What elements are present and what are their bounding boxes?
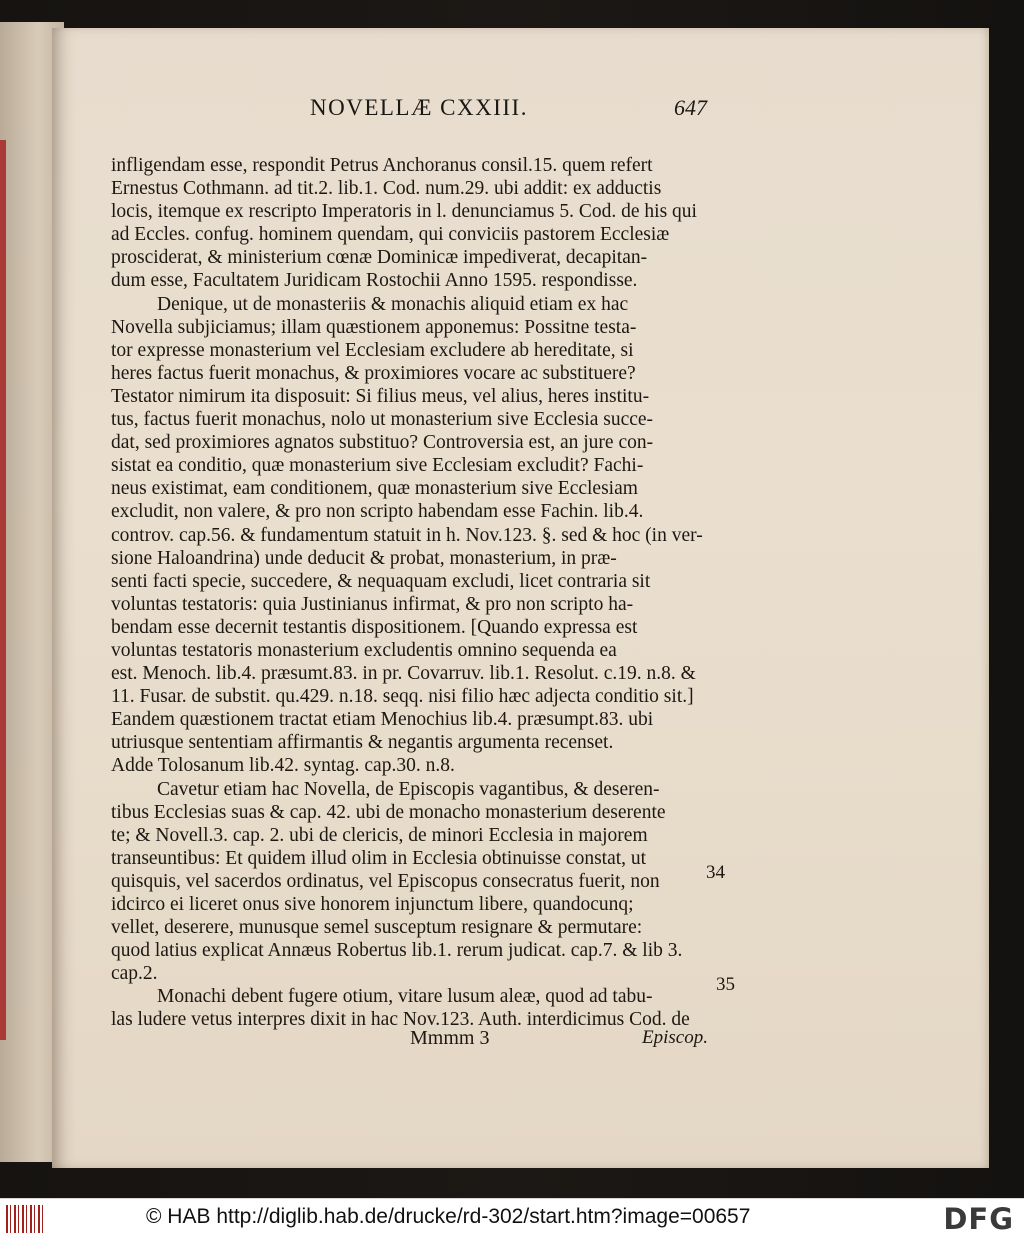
book-binding-edge — [0, 140, 6, 1040]
text-line: Novella subjiciamus; illam quæstionem apponemus: Possitne testa- — [111, 316, 637, 338]
text-line: locis, itemque ex rescripto Imperatoris in l. denunciamus 5. Cod. de his qui — [111, 201, 697, 223]
signature-mark: Mmmm 3 — [410, 1027, 490, 1049]
text-line: dat, sed proximiores agnatos substituo? Controversia est, an jure con- — [111, 432, 654, 454]
page-header — [262, 95, 707, 129]
copyright-link[interactable]: © HAB http://diglib.hab.de/drucke/rd-302/start.htm?image=00657 — [146, 1205, 751, 1228]
text-line: las ludere vetus interpres dixit in hac Nov.123. Auth. interdicimus Cod. de — [111, 1009, 690, 1031]
hab-barcode-logo-icon — [6, 1205, 46, 1233]
text-line: Denique, ut de monasteriis & monachis aliquid etiam ex hac — [157, 293, 629, 315]
page-number: 647 — [674, 95, 707, 120]
text-line: transeuntibus: Et quidem illud olim in Ecclesia obtinuisse constat, ut — [111, 847, 647, 869]
text-line: Eandem quæstionem tractat etiam Menochius lib.4. præsumpt.83. ubi — [111, 709, 654, 731]
text-line: tor expresse monasterium vel Ecclesiam excludere ab hereditate, si — [111, 339, 634, 361]
margin-note-34: 34 — [706, 862, 725, 883]
text-line: est. Menoch. lib.4. præsumt.83. in pr. Covarruv. lib.1. Resolut. c.19. n.8. & — [111, 663, 696, 685]
text-line: voluntas testatoris: quia Justinianus infirmat, & pro non scripto ha- — [111, 593, 634, 615]
text-line: ad Eccles. confug. hominem quendam, qui conviciis pastorem Ecclesiæ — [111, 224, 670, 246]
text-line: neus existimat, eam conditionem, quæ monasterium sive Ecclesiam — [111, 478, 638, 500]
text-line: quod latius explicat Annæus Robertus lib.1. rerum judicat. cap.7. & lib 3. — [111, 940, 683, 962]
text-line: Ernestus Cothmann. ad tit.2. lib.1. Cod. num.29. ubi addit: ex adductis — [111, 178, 662, 200]
text-line: 11. Fusar. de substit. qu.429. n.18. seqq. nisi filio hæc adjecta conditio sit.] — [111, 686, 694, 708]
text-line: Adde Tolosanum lib.42. syntag. cap.30. n.8. — [111, 755, 455, 777]
body-text — [111, 154, 709, 1032]
margin-note-35: 35 — [716, 974, 735, 995]
viewer-footer-bar — [0, 1198, 1024, 1239]
page-footer — [110, 1027, 708, 1055]
dfg-logo: DFG — [943, 1202, 1014, 1236]
text-line: infligendam esse, respondit Petrus Anchoranus consil.15. quem refert — [111, 155, 653, 176]
text-line: idcirco ei liceret onus sive honorem injunctum libere, quandocunq; — [111, 894, 634, 915]
text-line: controv. cap.56. & fundamentum statuit in h. Nov.123. §. sed & hoc (in ver- — [111, 524, 703, 546]
text-line: voluntas testatoris monasterium excludentis omnino sequenda ea — [111, 639, 617, 661]
text-line: Monachi debent fugere otium, vitare lusum aleæ, quod ad tabu- — [157, 986, 653, 1008]
catchword: Episcop. — [642, 1027, 708, 1048]
text-line: sistat ea conditio, quæ monasterium sive Ecclesiam excludit? Fachi- — [111, 455, 644, 477]
text-line: sione Haloandrina) unde deducit & probat, monasterium, in præ- — [111, 547, 617, 569]
text-line: tus, factus fuerit monachus, nolo ut monasterium sive Ecclesia succe- — [111, 409, 654, 431]
text-line: senti facti specie, succedere, & nequaquam excludi, licet contraria sit — [111, 570, 651, 592]
text-line: dum esse, Facultatem Juridicam Rostochii Anno 1595. respondisse. — [111, 270, 638, 292]
text-line: Testator nimirum ita disposuit: Si filius meus, vel alius, heres institu- — [111, 385, 650, 407]
text-line: utriusque sententiam affirmantis & negantis argumenta recenset. — [111, 732, 614, 754]
text-line: cap.2. — [111, 963, 158, 985]
text-line: heres factus fuerit monachus, & proximiores vocare ac substituere? — [111, 362, 636, 384]
text-line: vellet, deserere, munusque semel susceptum resignare & permutare: — [111, 917, 643, 939]
text-line: te; & Novell.3. cap. 2. ubi de clericis, de minori Ecclesia in majorem — [111, 824, 648, 846]
text-line: quisquis, vel sacerdos ordinatus, vel Episcopus consecratus fuerit, non — [111, 870, 660, 892]
text-line: bendam esse decernit testantis dispositionem. [Quando expressa est — [111, 616, 638, 638]
text-line: prosciderat, & ministerium cœnæ Dominicæ impediverat, decapitan- — [111, 247, 648, 269]
running-title: NOVELLÆ CXXIII. — [310, 95, 528, 120]
text-line: tibus Ecclesias suas & cap. 42. ubi de monacho monasterium deserente — [111, 801, 666, 823]
text-line: excludit, non valere, & pro non scripto habendam esse Fachin. lib.4. — [111, 501, 644, 523]
text-line: Cavetur etiam hac Novella, de Episcopis vagantibus, & deseren- — [157, 778, 660, 800]
